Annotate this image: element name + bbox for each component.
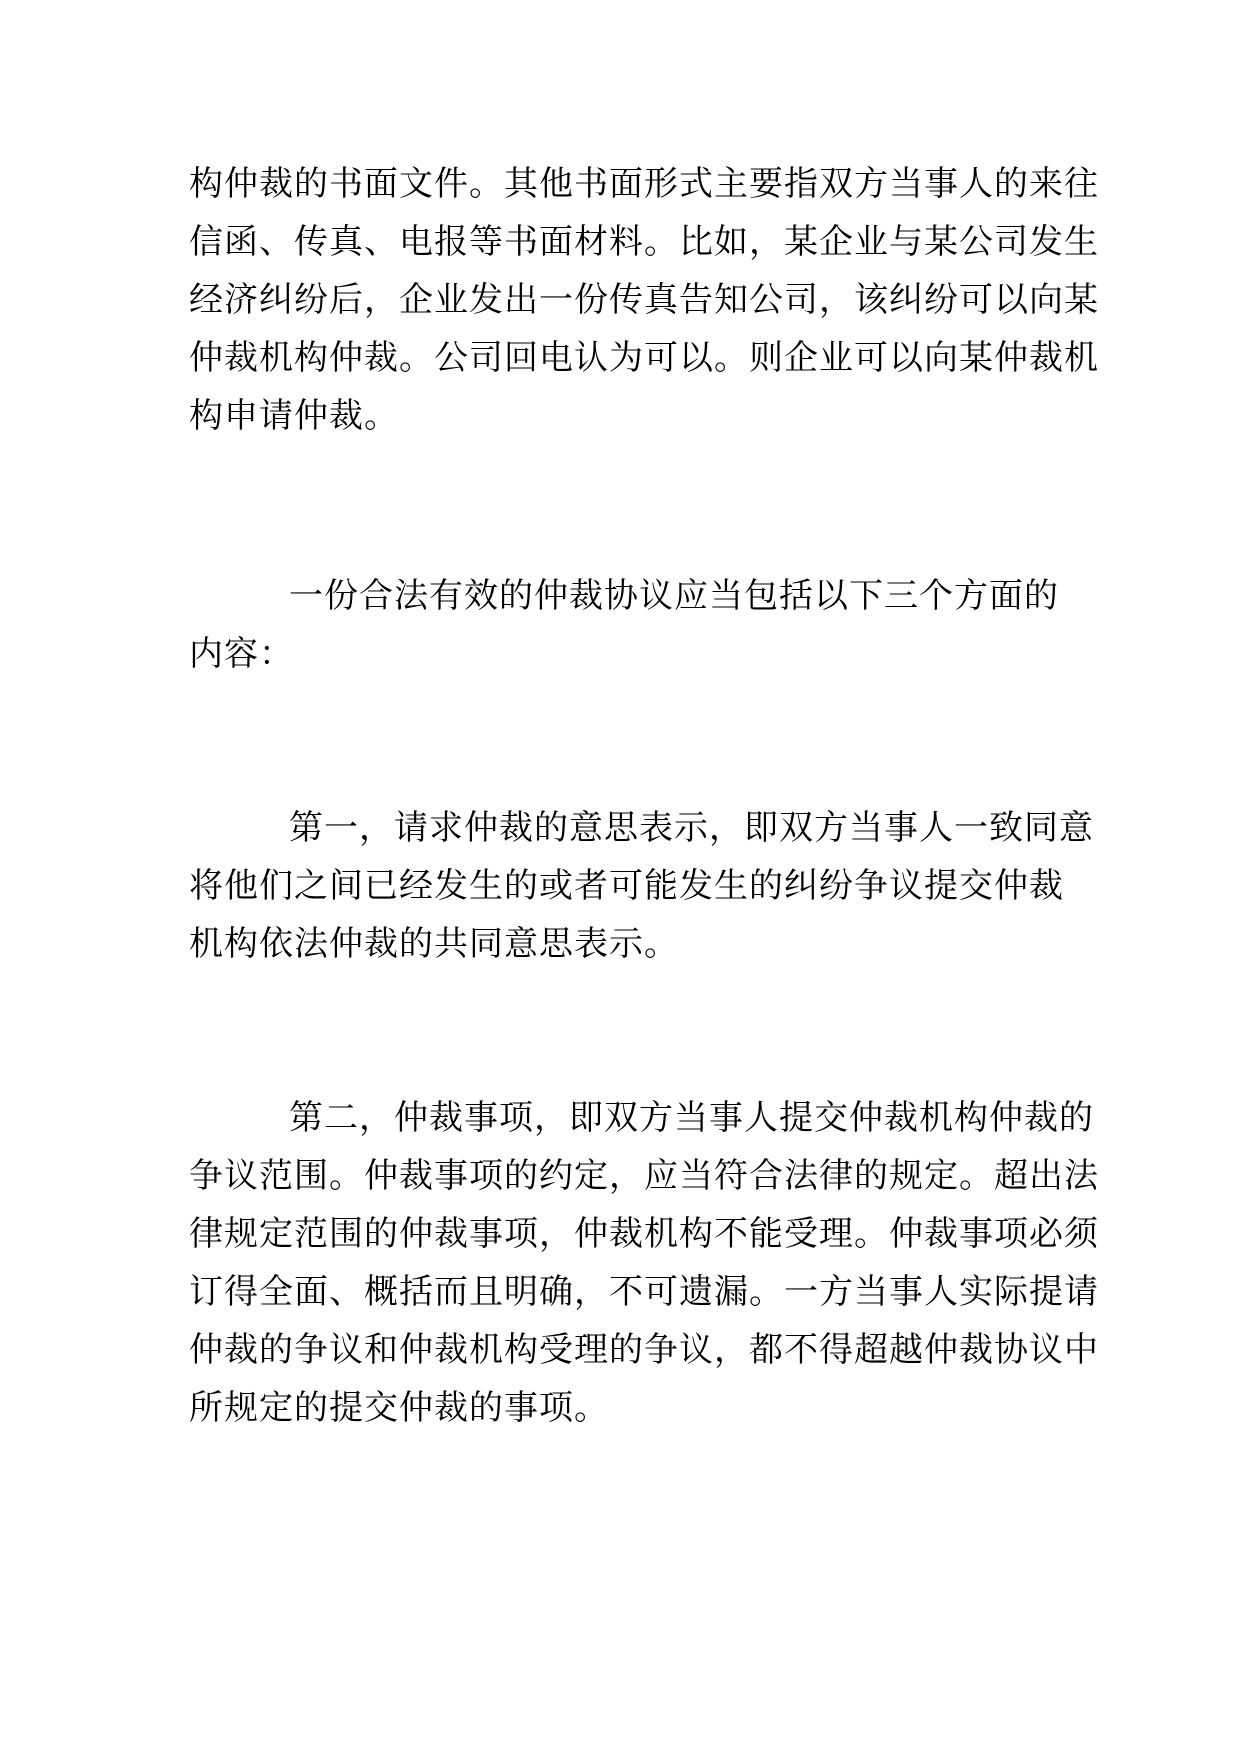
paragraph-agreement-contents-intro <box>189 567 1059 683</box>
paragraph-point-one <box>189 799 1094 973</box>
text-line: 机构依法仲裁的共同意思表示。 <box>189 924 679 964</box>
text-line: 将他们之间已经发生的或者可能发生的纠纷争议提交仲裁 <box>189 866 1064 906</box>
text-line: 构仲裁的书面文件。其他书面形式主要指双方当事人的来往 <box>189 164 1099 204</box>
text-line: 订得全面、概括而且明确，不可遗漏。一方当事人实际提请 <box>189 1272 1099 1312</box>
text-line: 争议范围。仲裁事项的约定，应当符合法律的规定。超出法 <box>189 1156 1099 1196</box>
text-line: 内容： <box>189 634 294 674</box>
text-line: 经济纠纷后，企业发出一份传真告知公司，该纠纷可以向某 <box>189 280 1099 320</box>
text-line: 仲裁机构仲裁。公司回电认为可以。则企业可以向某仲裁机 <box>189 338 1099 378</box>
text-line: 第二，仲裁事项，即双方当事人提交仲裁机构仲裁的 <box>289 1098 1094 1138</box>
paragraph-written-forms <box>189 155 1099 445</box>
text-line: 律规定范围的仲裁事项，仲裁机构不能受理。仲裁事项必须 <box>189 1214 1099 1254</box>
text-line: 所规定的提交仲裁的事项。 <box>189 1388 609 1428</box>
text-line: 构申请仲裁。 <box>189 396 399 436</box>
text-line: 仲裁的争议和仲裁机构受理的争议，都不得超越仲裁协议中 <box>189 1330 1099 1370</box>
text-line: 一份合法有效的仲裁协议应当包括以下三个方面的 <box>289 576 1059 616</box>
text-line: 第一，请求仲裁的意思表示，即双方当事人一致同意 <box>289 808 1094 848</box>
paragraph-point-two <box>189 1089 1099 1437</box>
text-line: 信函、传真、电报等书面材料。比如，某企业与某公司发生 <box>189 222 1099 262</box>
